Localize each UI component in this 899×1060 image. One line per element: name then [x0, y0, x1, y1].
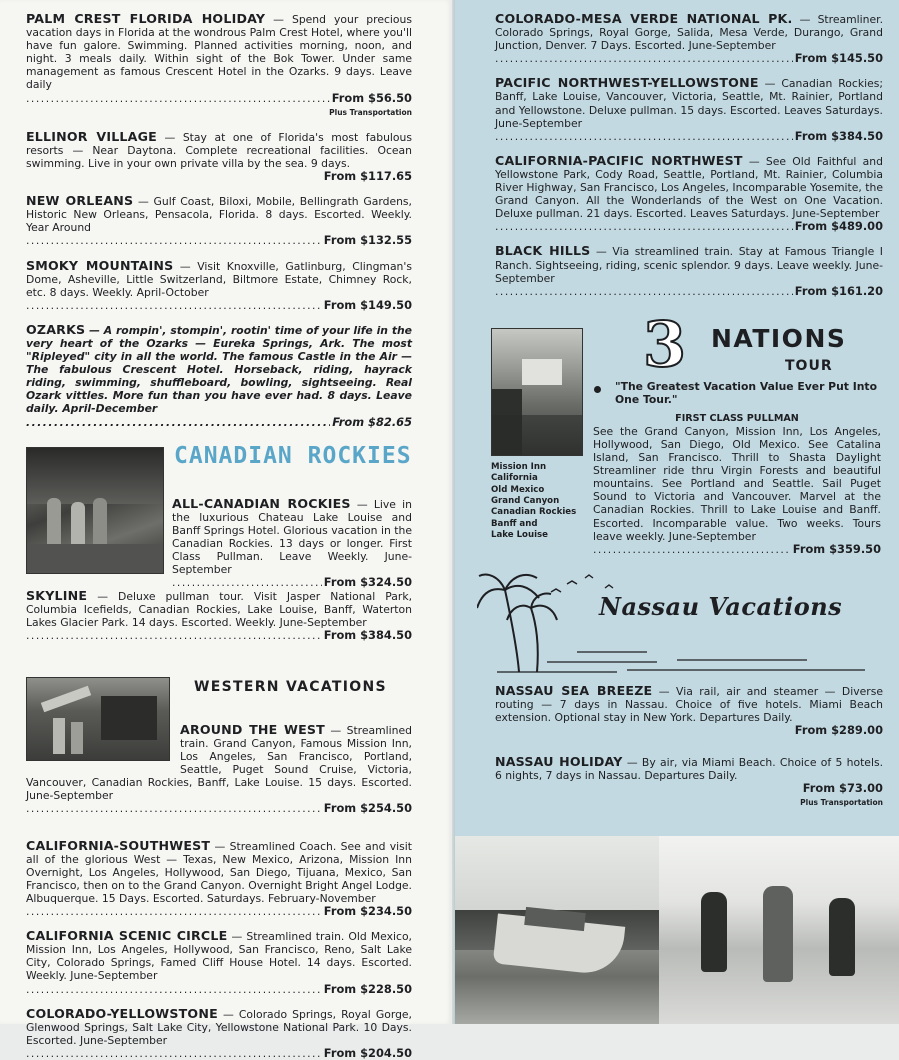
tour-price: From $359.50 — [792, 542, 881, 556]
nations-number-logo: 3 — [643, 307, 687, 381]
price-note: Plus Transportation — [329, 107, 412, 117]
tour-price: From $384.50 — [794, 129, 883, 143]
western-vacations-section — [26, 677, 412, 816]
tour-price: From $56.50 — [331, 91, 412, 105]
tour-name: PACIFIC NORTHWEST-YELLOWSTONE — [495, 75, 759, 91]
caption-line: Old Mexico — [491, 484, 545, 495]
price-line — [172, 576, 412, 589]
palm-tree-illustration — [477, 568, 865, 678]
price-line — [495, 52, 883, 65]
tour-name: NASSAU SEA BREEZE — [495, 682, 653, 698]
canadian-rockies-photo — [26, 447, 164, 574]
nations-title: NATIONS — [711, 323, 847, 353]
boat-photo — [455, 836, 659, 1024]
price-line — [593, 543, 881, 556]
tour-palm-crest — [26, 12, 412, 119]
caption-line: Grand Canyon — [491, 496, 560, 506]
three-nations-section — [491, 307, 883, 560]
tour-desc: — Visit Knoxville, Gatlinburg, Clingman's Dome, Asheville, Little Switzerland, Biltmore Estate, Chimney Rock, etc. 8 days. Weekly. April-October — [26, 259, 412, 299]
tour-price: From $132.55 — [323, 234, 412, 248]
tour-price: From $254.50 — [323, 802, 412, 816]
tour-desc: — Live in the luxurious Chateau Lake Louise and Banff Springs Hotel. Glorious vacation in the Canadian Rockies. 13 days or longer. First Class Pullman. Leave Weekly. June-September — [172, 497, 413, 577]
tour-name: BLACK HILLS — [495, 243, 591, 259]
tour-price: From $324.50 — [323, 576, 412, 590]
tour-desc: — Canadian Rockies; Banff, Lake Louise, Vancouver, Victoria, Seattle, Mt. Rainier, Portland and Yellowstone. Deluxe pullman. 15 days. Escorted. Leaves Saturdays. June-September — [495, 77, 883, 130]
caption-line: Canadian Rockies — [491, 507, 577, 518]
tour-name: SMOKY MOUNTAINS — [26, 257, 174, 273]
tour-desc: — Streamlined train. Old Mexico, Mission Inn, Los Angeles, Hollywood, San Francisco, Reno, Salt Lake City, Colorado Springs, Famed Cliff House Hotel. 14 days. Escorted. Weekly. June-September — [26, 930, 412, 983]
tour-name: SKYLINE — [26, 587, 88, 603]
nations-subtitle: TOUR — [785, 357, 833, 374]
price-line — [495, 220, 883, 233]
tour-desc: — A rompin', stompin', rootin' time of your life in the very heart of the Ozarks — Eureka Springs, Ark. The most "Ripleyed" city in all the world. The famous Castle in the Air — The fabulous Crescent Hotel. Horseback, riding, hayrack riding, swimming, shuffleboard, bowling, sightseeing. Real Ozark vittles. More fun than you have ever had. 8 days. Leave daily. April-December — [26, 323, 412, 416]
tour-price: From $82.65 — [332, 415, 412, 429]
caption-line: Banff and — [491, 518, 538, 529]
tour-name: ELLINOR VILLAGE — [26, 128, 157, 144]
tour-desc: — Streamlined Coach. See and visit all of the glorious West — Texas, New Mexico, Arizona, Mission Inn Overnight, Los Angeles, Hollywood, San Diego, Tijuana, Mexico, San Francisco, then on to the Grand Canyon. Overnight Bright Angel Lodge. Albuquerque. 15 Days. Escorted. Saturdays. February-November — [26, 839, 412, 905]
tour-around-the-west — [26, 723, 412, 816]
tour-colorado-mesa-verde — [495, 12, 883, 65]
bullet-dot — [594, 386, 601, 393]
nations-class: FIRST CLASS PULLMAN — [675, 412, 799, 424]
tour-price: From $145.50 — [794, 52, 883, 66]
section-title-canadian-rockies: CANADIAN ROCKIES — [174, 442, 412, 469]
canadian-rockies-section — [26, 443, 412, 665]
tour-smoky-mountains — [26, 259, 412, 312]
tour-price: From $384.50 — [323, 628, 412, 642]
tour-pacific-northwest-yellowstone — [495, 76, 883, 142]
price-line — [26, 416, 412, 429]
tour-all-canadian-rockies — [172, 497, 412, 590]
tour-desc: — Deluxe pullman tour. Visit Jasper National Park, Columbia Icefields, Canadian Rockies, Lake Louise, Banff, Waterton Lakes Glacier Park. 14 days. Escorted. Weekly. June-September — [26, 589, 412, 629]
tour-name: AROUND THE WEST — [180, 721, 325, 737]
tour-california-scenic-circle — [26, 929, 412, 995]
tour-price: From $117.65 — [323, 169, 412, 184]
price-line — [26, 1047, 412, 1060]
price-line — [26, 905, 412, 918]
price-note: Plus Transportation — [800, 798, 883, 808]
tour-desc: See the Grand Canyon, Mission Inn, Los Angeles, Hollywood, San Diego, Old Mexico. See Catalina Island, San Francisco. Thrill to Shasta Daylight Streamliner ride thru Virgin Forests and beautiful mountains. See Portland and Seattle. Sail Puget Sound to Victoria and Vancouver. Marvel at the Canadian Rockies. Thrill to Lake Louise and Banff. Escorted. Incomparable value. Two weeks. Tours leave weekly. June-September — [593, 424, 881, 543]
tour-name: COLORADO-YELLOWSTONE — [26, 1005, 218, 1021]
tour-three-nations — [593, 412, 881, 556]
three-nations-caption — [491, 462, 583, 542]
tour-desc: — Stay at one of Florida's most fabulous resorts — Near Daytona. Complete recreational facilities. Ocean swimming. Live in your own private villa by the sea. 9 days. — [26, 130, 412, 170]
tour-desc: — Spend your precious vacation days in Florida at the wondrous Palm Crest Hotel, where you'll have fun galore. Swimming. Planned activities morning, noon, and night. 3 meals daily. Within sight of the Bok Tower. Under same management as famous Crescent Hotel in the Ozarks. 9 days. Leave daily — [26, 13, 412, 92]
tour-desc: — Streamlined train. Grand Canyon, Famous Mission Inn, Los Angeles, San Francisco, Portland, Seattle, Puget Sound Cruise, Victoria, Vancouver, Canadian Rockies, Banff, Lake Louise. 15 days. Escorted. June-September — [26, 723, 412, 803]
tour-name: ALL-CANADIAN ROCKIES — [172, 495, 351, 511]
price-line — [26, 234, 412, 247]
caption-line: Mission Inn — [491, 461, 547, 472]
tour-desc: — Gulf Coast, Biloxi, Mobile, Bellingrath Gardens, Historic New Orleans, Pensacola, Florida. 8 days. Escorted. Weekly. Year Around — [26, 195, 412, 235]
price-line — [26, 802, 412, 815]
tour-nassau-holiday — [495, 755, 883, 809]
tour-price: From $489.00 — [794, 220, 883, 234]
tour-price: From $228.50 — [323, 982, 412, 996]
tour-desc: — Via streamlined train. Stay at Famous Triangle I Ranch. Sightseeing, riding, scenic splendor. 9 days. Leave weekly. June-September — [495, 245, 883, 285]
tour-ellinor-village — [26, 130, 412, 183]
price-line — [26, 629, 412, 642]
tour-name: CALIFORNIA-PACIFIC NORTHWEST — [495, 152, 743, 168]
tour-desc: — By air, via Miami Beach. Choice of 5 hotels. 6 nights, 7 days in Nassau. Departures Daily. — [495, 756, 883, 783]
tour-colorado-yellowstone — [26, 1007, 412, 1060]
tour-name: NEW ORLEANS — [26, 193, 134, 209]
tour-name: OZARKS — [26, 321, 86, 337]
tour-name: COLORADO-MESA VERDE NATIONAL PK. — [495, 11, 793, 26]
tour-desc: — See Old Faithful and Yellowstone Park, Cody Road, Seattle, Portland, Mt. Rainier, Columbia River Highway, San Francisco, Los Angeles, Incomparable Yosemite, the Grand Canyon. All the Wonderlands of the West on One Vacation. Deluxe pullman. 21 days. Escorted. Leaves Saturdays. June-September — [495, 154, 883, 221]
tour-name: NASSAU HOLIDAY — [495, 754, 623, 770]
price-line — [495, 130, 883, 143]
tour-price: From $73.00 — [802, 781, 883, 796]
tour-name: CALIFORNIA SCENIC CIRCLE — [26, 928, 228, 944]
section-title-western-vacations: WESTERN VACATIONS — [194, 678, 387, 695]
three-nations-photo — [491, 328, 583, 456]
tour-ozarks — [26, 323, 412, 429]
caption-line: Lake Louise — [491, 530, 548, 541]
price-line — [26, 983, 412, 996]
tour-price: From $234.50 — [323, 905, 412, 919]
tour-california-southwest — [26, 839, 412, 919]
tour-california-pacific-northwest — [495, 154, 883, 234]
nassau-section — [495, 568, 883, 678]
nations-quote: "The Greatest Vacation Value Ever Put Into One Tour." — [615, 379, 877, 406]
tour-price: From $161.20 — [794, 284, 883, 298]
price-line — [26, 92, 412, 105]
tour-price: From $149.50 — [323, 298, 412, 312]
tour-new-orleans — [26, 194, 412, 247]
tour-black-hills — [495, 244, 883, 297]
tour-desc: — Via rail, air and steamer — Diverse routing — 7 days in Nassau. Choice of five hotels. Miami Beach extension. Optional stay in New York. Departures Daily. — [495, 684, 883, 724]
tour-desc: — Colorado Springs, Royal Gorge, Glenwood Springs, Salt Lake City, Yellowstone National Park. 10 Days. Escorted. June-September — [26, 1007, 412, 1047]
tour-nassau-sea-breeze — [495, 684, 883, 737]
swimmers-photo — [659, 836, 899, 1024]
tour-name: CALIFORNIA-SOUTHWEST — [26, 837, 211, 853]
section-title-nassau: Nassau Vacations — [599, 591, 843, 621]
tour-skyline — [26, 589, 412, 642]
price-line — [26, 299, 412, 312]
price-line — [495, 285, 883, 298]
caption-line: California — [491, 473, 538, 484]
tour-price: From $289.00 — [794, 723, 883, 738]
tour-name: PALM CREST FLORIDA HOLIDAY — [26, 11, 266, 26]
tour-price: From $204.50 — [323, 1046, 412, 1060]
tour-desc: — Streamliner. Colorado Springs, Royal Gorge, Salida, Mesa Verde, Durango, Grand Junction, Denver. 7 Days. Escorted. June-September — [495, 13, 884, 53]
